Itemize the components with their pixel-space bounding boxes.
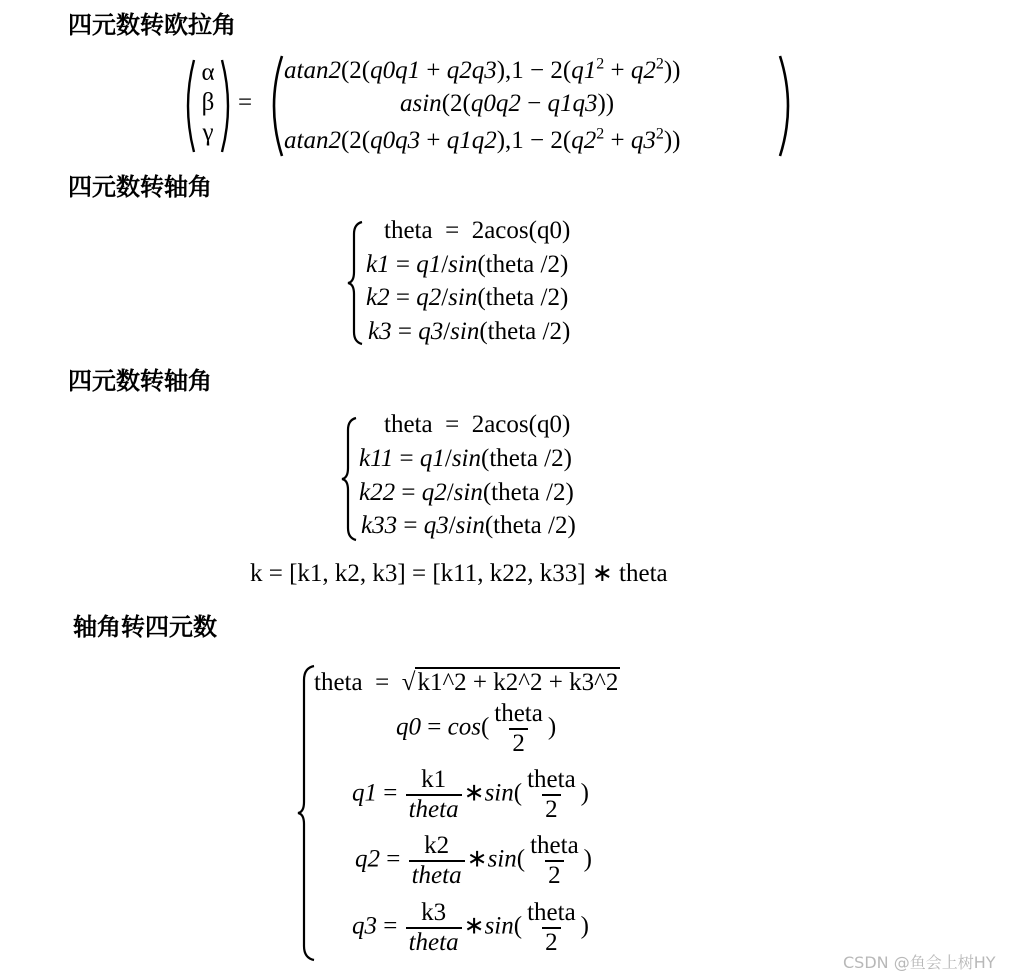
close-paren: ): [580, 779, 589, 807]
q-label: q2: [355, 845, 380, 873]
euler-equals-sign: =: [238, 89, 253, 116]
q-term: q2: [416, 284, 442, 311]
token: +: [420, 127, 447, 154]
sin-fn: sin: [484, 912, 514, 940]
s4-q1-line: [352, 766, 589, 824]
cos-fn: cos: [447, 713, 481, 741]
slash: /: [441, 284, 449, 311]
token: q0q1: [370, 57, 421, 84]
heading-quat-to-euler: 四元数转欧拉角: [68, 11, 236, 39]
argument: (theta /2): [477, 251, 569, 278]
left-brace: [346, 220, 364, 346]
s4-q0-line: [396, 700, 556, 758]
sin-fn: sin: [453, 479, 483, 506]
multiply-operator: ∗: [463, 779, 485, 807]
s4-q3-line: [352, 899, 589, 957]
numerator: theta: [527, 766, 576, 793]
argument: (theta /2): [477, 284, 569, 311]
token: q1: [571, 57, 597, 84]
k-label: k11: [359, 445, 394, 472]
open-paren: (: [480, 713, 490, 741]
euler-lhs-vector: [195, 58, 221, 148]
denominator: 2: [542, 794, 561, 824]
euler-row-gamma: [284, 126, 680, 156]
k-over-theta-fraction: [406, 899, 462, 957]
exponent: 2: [596, 125, 605, 143]
slash: /: [444, 445, 452, 472]
numerator: k1: [421, 766, 447, 793]
theta-rhs: 2acos(q0): [471, 411, 571, 438]
left-brace: [340, 416, 358, 542]
equals: =: [397, 512, 424, 539]
heading-axis-angle-to-quat: 轴角转四元数: [73, 613, 217, 641]
theta-over-2-fraction: [491, 700, 546, 758]
token: q3: [630, 127, 656, 154]
theta-over-2-fraction: [527, 832, 582, 890]
atan2-fn: atan2: [284, 57, 341, 84]
q-label: q0: [396, 713, 421, 741]
sin-fn: sin: [451, 445, 481, 472]
denominator: 2: [509, 728, 528, 758]
theta-label: theta: [314, 669, 363, 696]
numerator: k2: [424, 832, 450, 859]
close-paren: ): [547, 713, 557, 741]
token: q0q2: [470, 90, 521, 117]
token: −: [520, 90, 548, 117]
left-paren-rhs: [264, 54, 284, 158]
euler-row-alpha: [284, 56, 680, 86]
equals: =: [377, 912, 404, 940]
k-vector-expression: k = [k1, k2, k3] = [k11, k22, k33]: [250, 560, 586, 587]
s4-q2-line: [355, 832, 592, 890]
csdn-watermark: CSDN @鱼会上树HY: [843, 953, 996, 972]
numerator: k3: [421, 899, 447, 926]
theta-over-2-fraction: [524, 766, 579, 824]
equals: =: [421, 713, 448, 741]
token: +: [604, 57, 631, 84]
exponent: 2: [655, 125, 664, 143]
equals: =: [395, 479, 422, 506]
numerator: theta: [530, 832, 579, 859]
equals: =: [380, 845, 407, 873]
atan2-fn: atan2: [284, 127, 341, 154]
close-paren: ): [580, 912, 589, 940]
token: +: [604, 127, 631, 154]
denominator: theta: [406, 927, 462, 957]
denominator: theta: [406, 794, 462, 824]
k-over-theta-fraction: [406, 766, 462, 824]
numerator: theta: [527, 899, 576, 926]
multiply-operator: ∗: [463, 912, 485, 940]
asin-fn: asin: [400, 90, 442, 117]
equals: =: [362, 669, 402, 696]
q-term: q1: [419, 445, 445, 472]
token: q2: [571, 127, 597, 154]
euler-row-beta: [400, 89, 614, 119]
theta-label: theta: [384, 217, 433, 244]
q-term: q1: [416, 251, 442, 278]
sin-fn: sin: [450, 318, 480, 345]
s3-k33-line: [361, 511, 576, 541]
slash: /: [443, 318, 451, 345]
sqrt-radicand: k1^2 + k2^2 + k3^2: [417, 669, 619, 696]
token: q1q3: [547, 90, 598, 117]
denominator: 2: [542, 927, 561, 957]
heading-quat-to-axis-angle: 四元数转轴角: [68, 173, 212, 201]
numerator: theta: [494, 700, 543, 727]
right-paren-lhs: [220, 58, 236, 154]
exponent: 2: [655, 55, 664, 73]
s3-k22-line: [359, 478, 574, 508]
slash: /: [441, 251, 449, 278]
q-term: q3: [423, 512, 449, 539]
argument: (theta /2): [484, 512, 576, 539]
open-paren: (: [513, 779, 523, 807]
q-label: q3: [352, 912, 377, 940]
argument: (theta /2): [479, 318, 571, 345]
token: (2(: [340, 57, 371, 84]
k-label: k3: [368, 318, 392, 345]
sin-fn: sin: [487, 845, 517, 873]
multiply-operator: ∗: [585, 560, 620, 587]
s4-theta-line: [314, 668, 620, 698]
s2-k2-line: [366, 283, 568, 313]
beta-symbol: β: [201, 89, 215, 116]
token: q2: [630, 57, 656, 84]
k-label: k1: [366, 251, 390, 278]
equals: =: [389, 251, 417, 278]
token: )): [663, 57, 681, 84]
denominator: theta: [409, 860, 465, 890]
k-label: k22: [359, 479, 396, 506]
sin-fn: sin: [448, 284, 478, 311]
denominator: 2: [545, 860, 564, 890]
alpha-symbol: α: [201, 59, 215, 86]
theta-factor: theta: [619, 560, 668, 587]
sin-fn: sin: [484, 779, 514, 807]
token: (2(: [441, 90, 471, 117]
token: q1q2: [446, 127, 497, 154]
equals: =: [432, 217, 472, 244]
argument: (theta /2): [481, 445, 572, 472]
open-paren: (: [513, 912, 523, 940]
slash: /: [446, 479, 454, 506]
equals: =: [389, 284, 417, 311]
left-paren-lhs: [180, 58, 196, 154]
sin-fn: sin: [448, 251, 478, 278]
argument: (theta /2): [482, 479, 574, 506]
s3-k11-line: [359, 444, 572, 474]
equals: =: [377, 779, 404, 807]
heading-quat-to-axis-angle-2: 四元数转轴角: [68, 367, 212, 395]
multiply-operator: ∗: [466, 845, 488, 873]
token: q0q3: [370, 127, 421, 154]
token: )): [663, 127, 681, 154]
token: (2(: [340, 127, 371, 154]
token: ),1 − 2(: [496, 127, 572, 154]
token: ),1 − 2(: [496, 57, 572, 84]
sqrt-symbol: √: [401, 669, 416, 696]
right-paren-rhs: [778, 54, 798, 158]
theta-over-2-fraction: [524, 899, 579, 957]
equals: =: [432, 411, 472, 438]
s2-k3-line: [368, 317, 570, 347]
k-over-theta-fraction: [409, 832, 465, 890]
gamma-symbol: γ: [202, 119, 214, 146]
token: +: [420, 57, 447, 84]
sin-fn: sin: [455, 512, 485, 539]
left-brace-large: [296, 664, 316, 962]
equals: =: [393, 445, 420, 472]
exponent: 2: [596, 55, 605, 73]
s2-theta-line: [384, 216, 570, 246]
s3-theta-line: [384, 410, 570, 440]
close-paren: ): [583, 845, 592, 873]
slash: /: [448, 512, 456, 539]
token: )): [597, 90, 615, 117]
q-term: q3: [418, 318, 444, 345]
k-vector-line: [250, 559, 668, 589]
theta-label: theta: [384, 411, 433, 438]
theta-rhs: 2acos(q0): [471, 217, 571, 244]
k-label: k2: [366, 284, 390, 311]
open-paren: (: [516, 845, 526, 873]
s2-k1-line: [366, 250, 568, 280]
equals: =: [391, 318, 419, 345]
token: q2q3: [446, 57, 497, 84]
q-label: q1: [352, 779, 377, 807]
k-label: k33: [361, 512, 398, 539]
q-term: q2: [421, 479, 447, 506]
